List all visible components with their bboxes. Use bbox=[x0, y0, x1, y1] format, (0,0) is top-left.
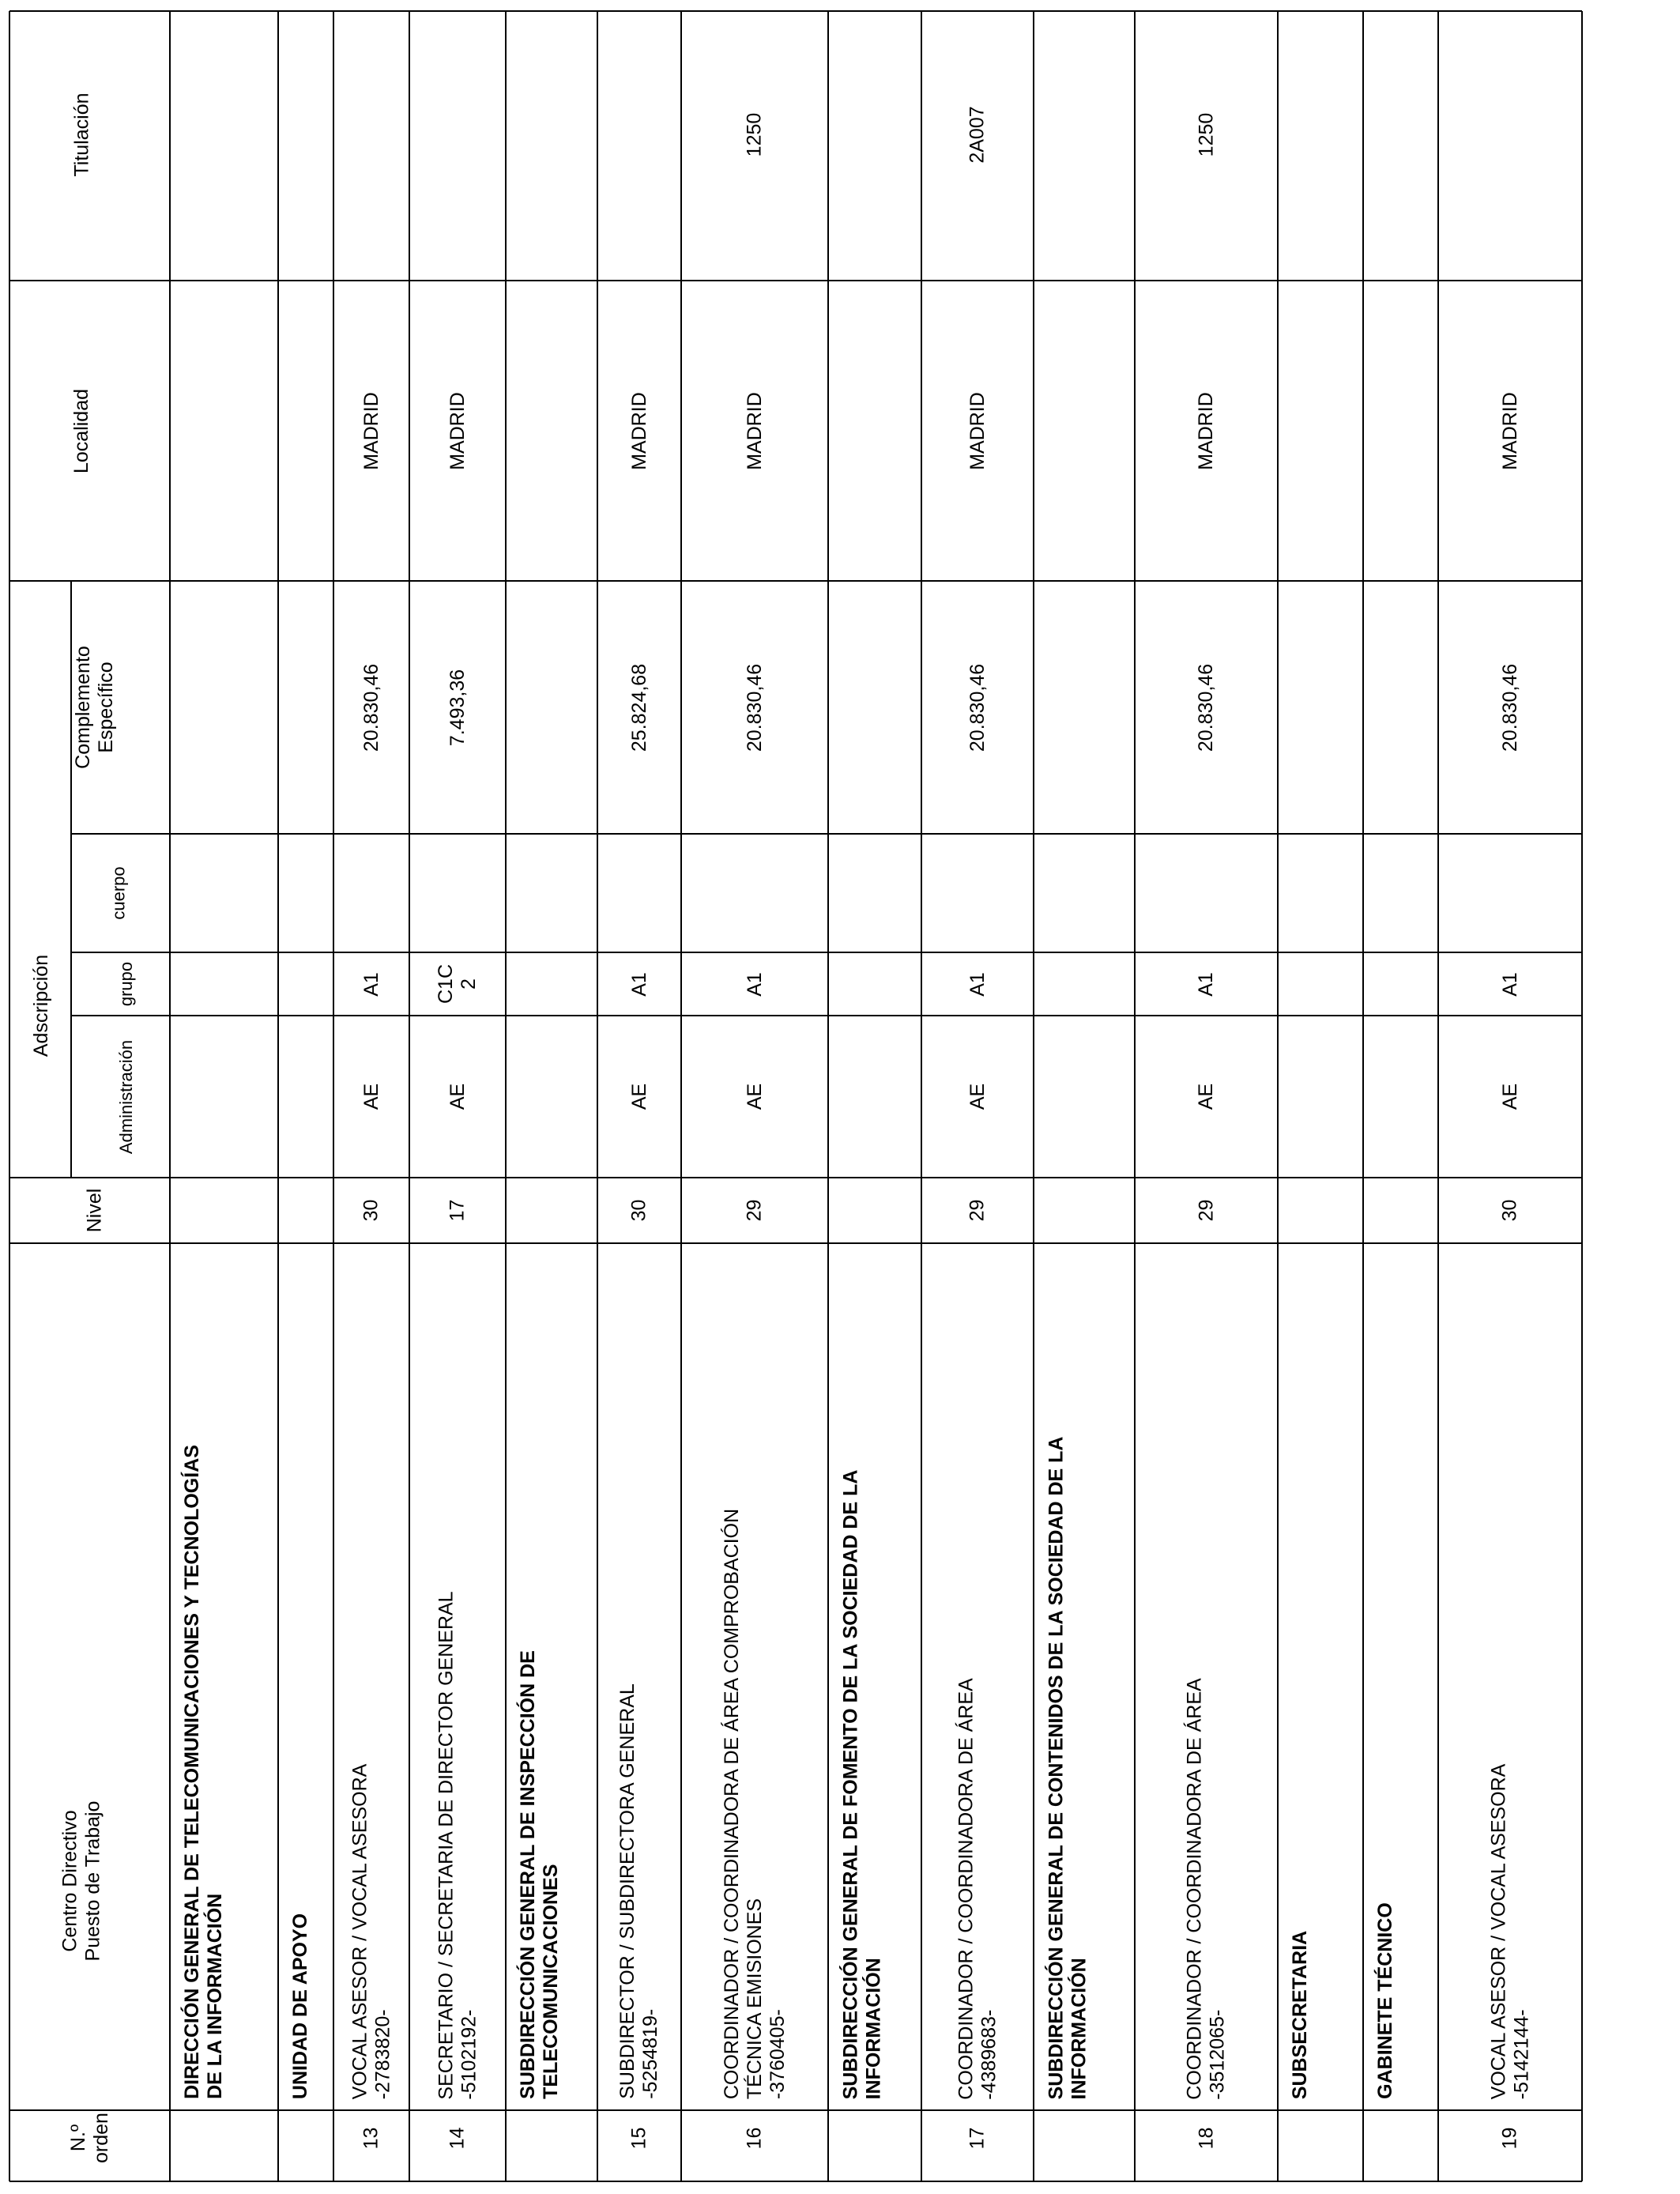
nivel-value: 17 bbox=[446, 1199, 469, 1222]
header-titulacion: Titulación bbox=[70, 92, 93, 177]
administracion-value: AE bbox=[627, 1083, 650, 1110]
complemento-value: 20.830,46 bbox=[360, 663, 382, 752]
header-localidad: Localidad bbox=[70, 388, 93, 473]
nivel-value: 30 bbox=[1498, 1199, 1521, 1222]
localidad-value: MADRID bbox=[360, 391, 382, 470]
grupo-value: A1 bbox=[966, 971, 989, 997]
localidad-value: MADRID bbox=[446, 391, 469, 470]
nivel-value: 30 bbox=[627, 1199, 650, 1222]
grupo-value: A1 bbox=[627, 971, 650, 997]
job-title: COORDINADOR / COORDINADORA DE ÁREA -3512065- bbox=[1183, 1677, 1229, 2100]
nivel-value: 29 bbox=[743, 1199, 766, 1222]
nivel-value: 29 bbox=[966, 1199, 989, 1222]
administracion-value: AE bbox=[1498, 1083, 1521, 1110]
section-heading: SUBSECRETARIA bbox=[1289, 1930, 1312, 2100]
job-title: VOCAL ASESOR / VOCAL ASESORA -5142144- bbox=[1486, 1763, 1532, 2099]
grupo-value: C1C 2 bbox=[435, 963, 480, 1005]
localidad-value: MADRID bbox=[1194, 391, 1217, 470]
nivel-value: 29 bbox=[1194, 1199, 1217, 1222]
localidad-value: MADRID bbox=[1498, 391, 1521, 470]
complemento-value: 25.824,68 bbox=[627, 663, 650, 752]
header-complemento: Complemento Específico bbox=[71, 646, 117, 769]
job-title: VOCAL ASESOR / VOCAL ASESORA -2783820- bbox=[348, 1763, 394, 2099]
orden-value: 18 bbox=[1194, 2127, 1217, 2149]
grupo-value: A1 bbox=[1194, 971, 1217, 997]
complemento-value: 7.493,36 bbox=[446, 669, 469, 746]
header-centro-directivo: Centro Directivo Puesto de Trabajo bbox=[58, 1800, 104, 1962]
section-heading: DIRECCIÓN GENERAL DE TELECOMUNICACIONES Y TECNOLOGÍAS DE LA INFORMACIÓN bbox=[180, 1445, 226, 2099]
administracion-value: AE bbox=[446, 1083, 469, 1110]
grupo-value: A1 bbox=[1498, 971, 1521, 997]
job-title: SECRETARIO / SECRETARIA DE DIRECTOR GENERAL -5102192- bbox=[435, 1590, 480, 2100]
localidad-value: MADRID bbox=[627, 391, 650, 470]
orden-value: 17 bbox=[966, 2127, 989, 2149]
grupo-value: A1 bbox=[743, 971, 766, 997]
complemento-value: 20.830,46 bbox=[1498, 663, 1521, 752]
complemento-value: 20.830,46 bbox=[966, 663, 989, 752]
administracion-value: AE bbox=[360, 1083, 382, 1110]
header-grupo: grupo bbox=[116, 961, 137, 1007]
section-heading: UNIDAD DE APOYO bbox=[289, 1913, 312, 2100]
titulacion-value: 2A007 bbox=[966, 105, 989, 164]
titulacion-value: 1250 bbox=[743, 112, 766, 156]
header-n-orden: N.º orden bbox=[66, 2113, 112, 2163]
titulacion-value: 1250 bbox=[1194, 112, 1217, 156]
header-cuerpo: cuerpo bbox=[108, 866, 129, 920]
section-heading: SUBDIRECCIÓN GENERAL DE CONTENIDOS DE LA SOCIEDAD DE LA INFORMACIÓN bbox=[1044, 1436, 1090, 2099]
job-title: COORDINADOR / COORDINADORA DE ÁREA COMPROBACIÓN TÉCNICA EMISIONES -3760405- bbox=[720, 1508, 789, 2100]
header-adscripcion: Adscripción bbox=[29, 954, 52, 1057]
section-heading: SUBDIRECCIÓN GENERAL DE INSPECCIÓN DE TELECOMUNICACIONES bbox=[516, 1650, 562, 2099]
localidad-value: MADRID bbox=[743, 391, 766, 470]
nivel-value: 30 bbox=[360, 1199, 382, 1222]
orden-value: 19 bbox=[1498, 2127, 1521, 2149]
job-title: SUBDIRECTOR / SUBDIRECTORA GENERAL -5254819- bbox=[616, 1683, 661, 2099]
orden-value: 15 bbox=[627, 2127, 650, 2149]
administracion-value: AE bbox=[743, 1083, 766, 1110]
complemento-value: 20.830,46 bbox=[743, 663, 766, 752]
localidad-value: MADRID bbox=[966, 391, 989, 470]
job-title: COORDINADOR / COORDINADORA DE ÁREA -4389683- bbox=[955, 1677, 1000, 2100]
header-administracion: Administración bbox=[116, 1039, 137, 1154]
section-heading: GABINETE TÉCNICO bbox=[1373, 1902, 1396, 2099]
complemento-value: 20.830,46 bbox=[1195, 663, 1218, 752]
header-nivel: Nivel bbox=[83, 1188, 106, 1233]
orden-value: 16 bbox=[743, 2127, 766, 2149]
administracion-value: AE bbox=[966, 1083, 989, 1110]
grupo-value: A1 bbox=[360, 971, 382, 997]
orden-value: 13 bbox=[360, 2127, 382, 2149]
orden-value: 14 bbox=[446, 2127, 469, 2149]
administracion-value: AE bbox=[1195, 1083, 1218, 1110]
section-heading: SUBDIRECCIÓN GENERAL DE FOMENTO DE LA SOCIEDAD DE LA INFORMACIÓN bbox=[838, 1469, 884, 2099]
